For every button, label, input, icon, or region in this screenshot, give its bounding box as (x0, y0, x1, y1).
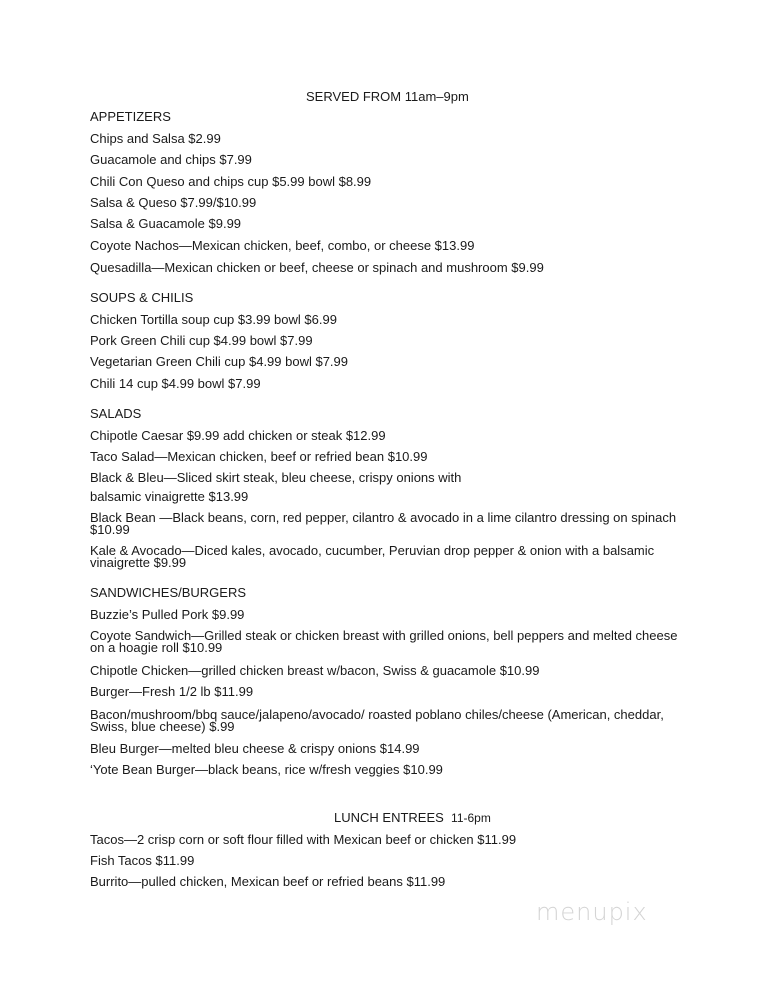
section-title-salads: SALADS (90, 406, 142, 421)
menu-item: Coyote Nachos—Mexican chicken, beef, combo, or cheese $13.99 (90, 238, 475, 253)
menu-item: Taco Salad—Mexican chicken, beef or refried bean $10.99 (90, 449, 428, 464)
menu-item (90, 709, 664, 733)
menu-item: balsamic vinaigrette $13.99 (90, 489, 249, 504)
service-hours-header: SERVED FROM 11am–9pm (306, 89, 469, 104)
menu-item: Black & Bleu—Sliced skirt steak, bleu cheese, crispy onions with (90, 470, 462, 485)
menu-item-line: Bacon/mushroom/bbq sauce/jalapeno/avocado/ roasted poblano chiles/cheese (American, cheddar, (90, 707, 664, 722)
menu-item: Chili 14 cup $4.99 bowl $7.99 (90, 376, 261, 391)
menu-item-line: Kale & Avocado—Diced kales, avocado, cucumber, Peruvian drop pepper & onion with a balsamic (90, 543, 655, 558)
lunch-hours: 11-6pm (451, 811, 491, 825)
menu-item: Burger—Fresh 1/2 lb $11.99 (90, 684, 254, 699)
menu-item: Quesadilla—Mexican chicken or beef, cheese or spinach and mushroom $9.99 (90, 260, 544, 275)
menu-item: Pork Green Chili cup $4.99 bowl $7.99 (90, 333, 313, 348)
menu-item: Chipotle Caesar $9.99 add chicken or steak $12.99 (90, 428, 386, 443)
menu-item: Vegetarian Green Chili cup $4.99 bowl $7.99 (90, 354, 349, 369)
menu-item: Tacos—2 crisp corn or soft flour filled with Mexican beef or chicken $11.99 (90, 832, 517, 847)
section-title-sandwiches: SANDWICHES/BURGERS (90, 585, 247, 600)
menu-item: Salsa & Guacamole $9.99 (90, 216, 242, 231)
menu-item: Salsa & Queso $7.99/$10.99 (90, 195, 257, 210)
section-title-lunch (334, 810, 491, 826)
menu-item (90, 512, 676, 536)
menu-item: Burrito—pulled chicken, Mexican beef or refried beans $11.99 (90, 874, 446, 889)
menu-item (90, 545, 654, 569)
menu-item: Guacamole and chips $7.99 (90, 152, 252, 167)
menu-item: Chipotle Chicken—grilled chicken breast w/bacon, Swiss & guacamole $10.99 (90, 663, 540, 678)
menu-item-line: on a hoagie roll $10.99 (90, 640, 223, 655)
menu-item (90, 630, 677, 654)
menu-item-line: $10.99 (90, 522, 130, 537)
menu-item-line: vinaigrette $9.99 (90, 555, 187, 570)
section-title-appetizers: APPETIZERS (90, 109, 171, 124)
menu-item: Chips and Salsa $2.99 (90, 131, 221, 146)
menu-item-line: Black Bean —Black beans, corn, red pepper, cilantro & avocado in a lime cilantro dressing on spinach (90, 510, 677, 525)
menu-item: ‘Yote Bean Burger—black beans, rice w/fresh veggies $10.99 (90, 762, 443, 777)
menu-item-line: Swiss, blue cheese) $.99 (90, 719, 235, 734)
watermark-logo: menupix (536, 898, 648, 926)
menu-item: Chicken Tortilla soup cup $3.99 bowl $6.99 (90, 312, 337, 327)
menu-item: Buzzie’s Pulled Pork $9.99 (90, 607, 245, 622)
section-title-soups: SOUPS & CHILIS (90, 290, 194, 305)
menu-item: Chili Con Queso and chips cup $5.99 bowl $8.99 (90, 174, 372, 189)
menu-item: Bleu Burger—melted bleu cheese & crispy onions $14.99 (90, 741, 420, 756)
menu-item-line: Coyote Sandwich—Grilled steak or chicken breast with grilled onions, bell peppers and melted cheese (90, 628, 678, 643)
lunch-title: LUNCH ENTREES (334, 810, 444, 825)
menu-item: Fish Tacos $11.99 (90, 853, 195, 868)
